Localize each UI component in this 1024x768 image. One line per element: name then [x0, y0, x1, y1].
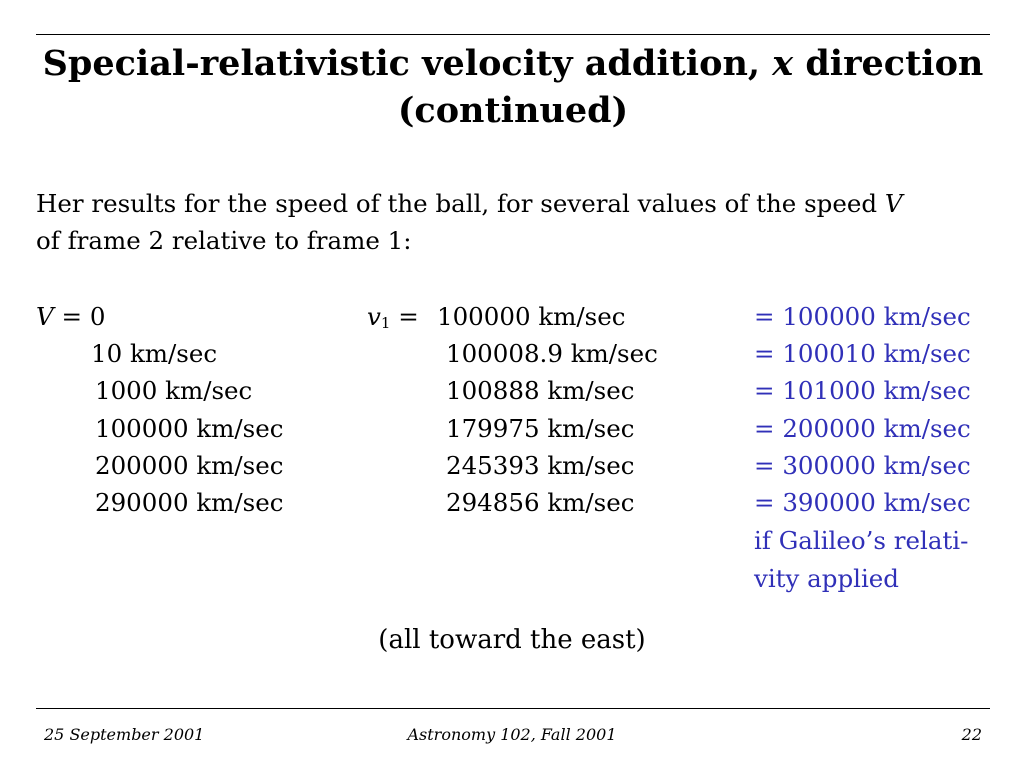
footer-course: Astronomy 102, Fall 2001: [407, 725, 617, 744]
title-line2: (continued): [397, 90, 629, 131]
table-row: [0, 447, 1024, 484]
ball-speed-value: 179975 km/sec: [446, 414, 635, 443]
frame-speed-header: [36, 298, 105, 335]
galileo-speed-value: = 390000 km/sec: [754, 488, 971, 517]
intro-text1: Her results for the speed of the ball, for several values of the speed: [36, 189, 878, 218]
galileo-speed-value: = 100000 km/sec: [754, 302, 971, 331]
galileo-note-line1: if Galileo’s relati-: [754, 526, 969, 555]
bottom-rule: [36, 708, 990, 709]
galileo-speed-value: = 100010 km/sec: [754, 339, 971, 368]
ball-speed-value: 100888 km/sec: [446, 376, 635, 405]
frame-speed-value: 290000 km/sec: [95, 488, 284, 517]
frame-speed-eq: = 0: [61, 302, 106, 331]
title-part1: Special-relativistic velocity addition,: [42, 43, 761, 84]
ball-speed-value: 100000 km/sec: [437, 302, 626, 331]
galileo-note-line1-row: [0, 522, 1024, 559]
frame-speed-var: V: [36, 302, 54, 331]
ball-speed-sub: 1: [380, 314, 391, 332]
intro-variable: V: [884, 189, 903, 218]
frame-speed-value: 10 km/sec: [91, 339, 218, 368]
table-row: [0, 298, 1024, 335]
ball-speed-eq: =: [398, 302, 419, 331]
galileo-speed-value: = 200000 km/sec: [754, 414, 971, 443]
table-row: [0, 372, 1024, 409]
galileo-note-line2-row: [0, 560, 1024, 597]
direction-note: (all toward the east): [378, 625, 646, 655]
table-row: [0, 335, 1024, 372]
top-rule: [36, 34, 990, 35]
footer-date: 25 September 2001: [44, 725, 205, 744]
ball-speed-value: 294856 km/sec: [446, 488, 635, 517]
intro-text2: of frame 2 relative to frame 1:: [36, 226, 412, 255]
intro-paragraph: [36, 185, 996, 259]
footer-page-number: 22: [961, 725, 982, 744]
ball-speed-value: 245393 km/sec: [446, 451, 635, 480]
galileo-note-line2: vity applied: [754, 564, 899, 593]
table-row: [0, 484, 1024, 521]
frame-speed-value: 200000 km/sec: [95, 451, 284, 480]
slide-title: [36, 40, 990, 134]
ball-speed-value: 100008.9 km/sec: [446, 339, 658, 368]
ball-speed-header: [367, 298, 419, 335]
title-variable: x: [772, 43, 794, 84]
ball-speed-var: v: [367, 302, 381, 331]
galileo-speed-value: = 300000 km/sec: [754, 451, 971, 480]
table-row: [0, 410, 1024, 447]
frame-speed-value: 1000 km/sec: [95, 376, 253, 405]
frame-speed-value: 100000 km/sec: [95, 414, 284, 443]
title-part2: direction: [805, 43, 984, 84]
galileo-speed-value: = 101000 km/sec: [754, 376, 971, 405]
